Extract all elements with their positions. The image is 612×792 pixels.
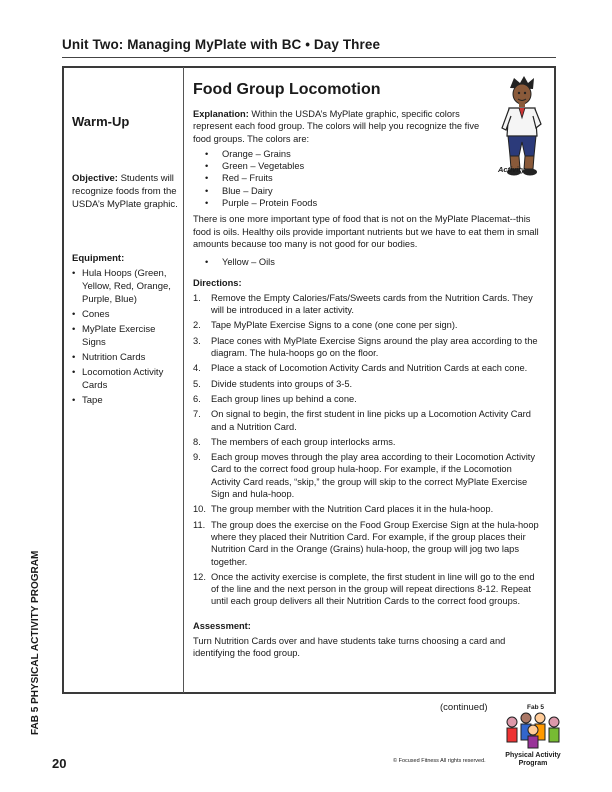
food-group-colors-list — [205, 148, 541, 209]
direction-number: 11. — [193, 519, 206, 530]
warmup-title: Warm-Up — [72, 114, 130, 129]
equipment-item: • Hula Hoops (Green, Yellow, Red, Orange, Purple, Blue) — [72, 267, 180, 306]
directions-list — [193, 292, 541, 608]
direction-item — [193, 571, 541, 608]
equipment-label: Equipment: — [72, 253, 125, 264]
direction-text: Each group lines up behind a cone. — [211, 393, 357, 404]
logo-title: Fab 5 — [527, 704, 544, 711]
direction-number: 9. — [193, 452, 201, 463]
direction-text: The members of each group interlocks arms. — [211, 436, 396, 447]
color-item: • Orange – Grains — [205, 148, 541, 160]
oils-color-list — [205, 256, 541, 268]
direction-text: Place cones with MyPlate Exercise Signs around the play area according to the diagram. The hula-hoops go on the floor. — [211, 335, 538, 359]
objective-block — [72, 172, 180, 211]
direction-item — [193, 393, 541, 405]
objective-label: Objective: — [72, 173, 118, 184]
direction-number: 10. — [193, 504, 206, 515]
directions-label: Directions: — [193, 277, 242, 288]
explanation-text: Within the USDA’s MyPlate graphic, specific colors represent each food group. The colors will help you recognize the five food groups. The colors are: — [193, 109, 480, 144]
direction-text: Place a stack of Locomotion Activity Cards and Nutrition Cards at each cone. — [211, 363, 528, 374]
direction-item — [193, 451, 541, 500]
direction-text: Each group moves through the play area according to their Locomotion Activity Card to the correct food group hula-hoop. For example, if the Locomotion Activity Card reads, “skip,” the group will skip to the correct MyPlate Exercise Sign and hula-hoop. — [211, 452, 536, 500]
program-side-label: FAB 5 PHYSICAL ACTIVITY PROGRAM — [30, 550, 41, 735]
equipment-item: • Tape — [72, 394, 180, 407]
objective-text: Students will recognize foods from the USDA’s MyPlate graphic. — [72, 173, 178, 210]
equipment-item: • MyPlate Exercise Signs — [72, 323, 180, 349]
main-content — [193, 80, 541, 660]
color-item: • Red – Fruits — [205, 172, 541, 184]
direction-item — [193, 319, 541, 331]
direction-item — [193, 436, 541, 448]
direction-number: 2. — [193, 320, 201, 331]
unit-header: Unit Two: Managing MyPlate with BC • Day Three — [62, 37, 381, 52]
equipment-item: • Nutrition Cards — [72, 351, 180, 364]
equipment-item: • Locomotion Activity Cards — [72, 366, 180, 392]
direction-text: On signal to begin, the first student in line picks up a Locomotion Activity Card and a Nutrition Card. — [211, 409, 531, 432]
direction-item — [193, 519, 541, 568]
direction-item — [193, 362, 541, 374]
direction-text: Divide students into groups of 3-5. — [211, 378, 353, 389]
direction-number: 3. — [193, 335, 201, 346]
direction-number: 5. — [193, 378, 201, 389]
header-rule — [62, 57, 556, 58]
equipment-block — [72, 252, 180, 409]
assessment-text: Turn Nutrition Cards over and have students take turns choosing a card and identifying the food group. — [193, 635, 506, 659]
equipment-item: • Cones — [72, 308, 180, 321]
direction-text: Tape MyPlate Exercise Signs to a cone (one cone per sign). — [211, 320, 458, 331]
direction-text: Once the activity exercise is complete, the first student in line will go to the end of the line and the next person in the group will repeat directions 8-12. Repeat until each group delivers all their Nutrition Cards to the correct food groups. — [211, 571, 535, 607]
explanation-paragraph — [193, 108, 488, 145]
oils-paragraph: There is one more important type of food that is not on the MyPlate Placemat--this food is oils. Healthy oils provide important nutrients but we have to eat them in small amounts because too many is not good for our bodies. — [193, 214, 539, 249]
copyright-text: © Focused Fitness All rights reserved. — [393, 758, 486, 764]
equipment-list — [72, 267, 180, 407]
direction-item — [193, 408, 541, 433]
direction-number: 1. — [193, 292, 201, 303]
direction-number: 12. — [193, 571, 206, 582]
activity-caption: Activity — [498, 165, 526, 174]
direction-number: 7. — [193, 409, 201, 420]
direction-number: 8. — [193, 436, 201, 447]
column-divider — [183, 67, 184, 693]
direction-number: 4. — [193, 363, 201, 374]
direction-number: 6. — [193, 393, 201, 404]
color-item: • Green – Vegetables — [205, 160, 541, 172]
direction-text: The group does the exercise on the Food Group Exercise Sign at the hula-hoop where they placed their Nutrition Card. For example, if the group places their Nutrition Card in the Orange (Grains) hula-hoop, the group will jog two laps together. — [211, 519, 539, 567]
direction-item — [193, 335, 541, 360]
color-item: • Yellow – Oils — [205, 256, 541, 268]
direction-text: The group member with the Nutrition Card places it in the hula-hoop. — [211, 504, 494, 515]
activity-title: Food Group Locomotion — [193, 81, 381, 98]
direction-item — [193, 503, 541, 515]
page-number: 20 — [52, 756, 67, 771]
direction-item — [193, 292, 541, 317]
direction-item — [193, 378, 541, 390]
direction-text: Remove the Empty Calories/Fats/Sweets cards from the Nutrition Cards. They will be introduced in a later activity. — [211, 292, 533, 316]
continued-note: (continued) — [440, 702, 488, 713]
color-item: • Blue – Dairy — [205, 185, 541, 197]
logo-caption: Physical Activity Program — [505, 752, 561, 767]
assessment-label: Assessment: — [193, 620, 251, 631]
color-item: • Purple – Protein Foods — [205, 197, 541, 209]
explanation-label: Explanation: — [193, 109, 249, 119]
